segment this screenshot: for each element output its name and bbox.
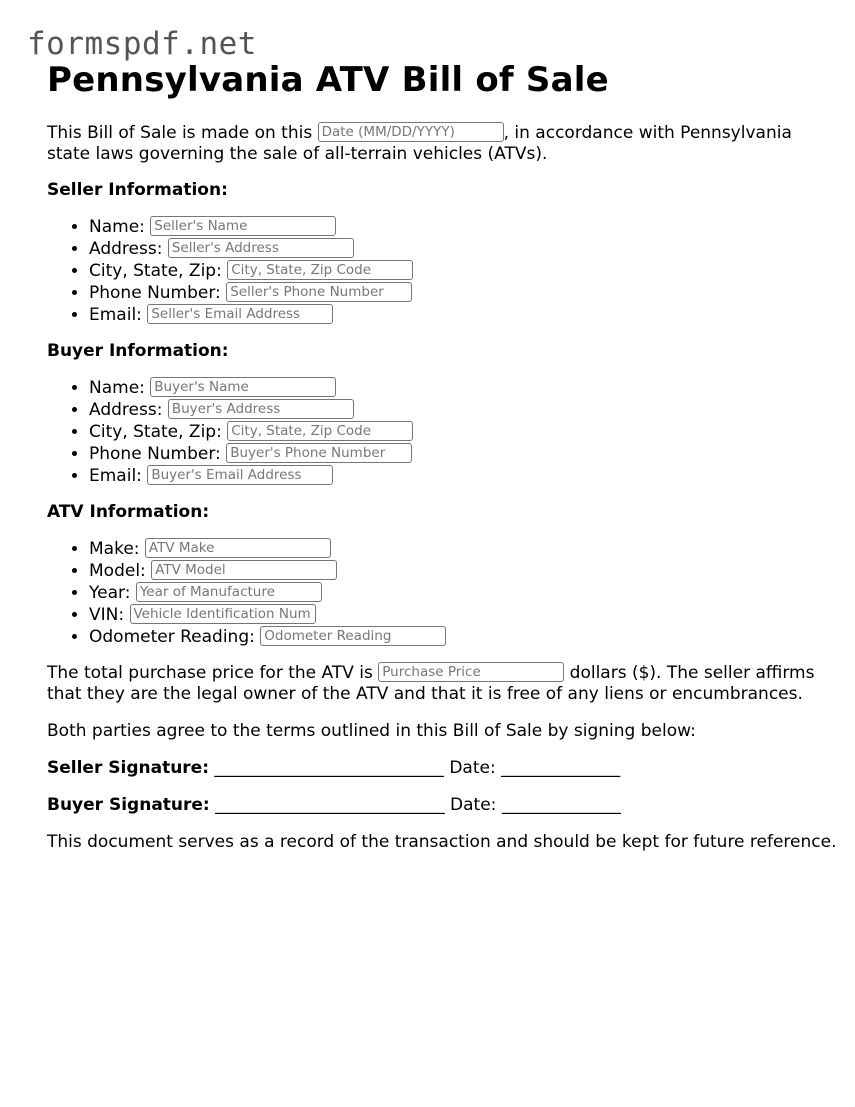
field-label: City, State, Zip: xyxy=(89,261,222,281)
field-label: Odometer Reading: xyxy=(89,627,255,647)
buyer-signature-line xyxy=(47,795,837,816)
field-label: Address: xyxy=(89,400,163,420)
seller-phone-input[interactable]: Seller's Phone Number xyxy=(226,282,412,302)
buyer-name-item xyxy=(89,377,837,399)
document-body xyxy=(47,60,837,853)
buyer-phone-input[interactable]: Buyer's Phone Number xyxy=(226,443,412,463)
seller-address-input[interactable]: Seller's Address xyxy=(168,238,354,258)
buyer-heading: Buyer Information: xyxy=(47,341,229,361)
seller-heading: Seller Information: xyxy=(47,180,228,200)
seller-name-input[interactable]: Seller's Name xyxy=(150,216,336,236)
buyer-email-input[interactable]: Buyer's Email Address xyxy=(147,465,333,485)
seller-city-item xyxy=(89,260,837,282)
atv-fields xyxy=(47,538,837,648)
atv-vin-item xyxy=(89,604,837,626)
field-label: Email: xyxy=(89,305,142,325)
site-watermark: formspdf.net xyxy=(27,26,257,62)
price-text-before: The total purchase price for the ATV is xyxy=(47,663,379,683)
field-label: Make: xyxy=(89,539,140,559)
seller-address-item xyxy=(89,238,837,260)
seller-signature-blank: ___________________________ xyxy=(214,758,444,778)
closing-text: This document serves as a record of the transaction and should be kept for future reference. xyxy=(47,832,837,852)
buyer-date-label: Date: xyxy=(450,795,497,815)
field-label: Name: xyxy=(89,217,145,237)
field-label: Email: xyxy=(89,466,142,486)
buyer-phone-item xyxy=(89,443,837,465)
atv-heading: ATV Information: xyxy=(47,502,210,522)
field-label: City, State, Zip: xyxy=(89,422,222,442)
seller-signature-line xyxy=(47,758,837,779)
agreement-text: Both parties agree to the terms outlined in this Bill of Sale by signing below: xyxy=(47,721,696,741)
field-label: Phone Number: xyxy=(89,283,221,303)
atv-year-input[interactable]: Year of Manufacture xyxy=(136,582,322,602)
buyer-fields xyxy=(47,377,837,487)
buyer-signature-label: Buyer Signature: xyxy=(47,795,210,815)
page-title: Pennsylvania ATV Bill of Sale xyxy=(47,60,609,100)
seller-date-blank: ______________ xyxy=(501,758,621,778)
atv-model-input[interactable]: ATV Model xyxy=(151,560,337,580)
atv-make-item xyxy=(89,538,837,560)
field-label: VIN: xyxy=(89,605,125,625)
purchase-price-input[interactable]: Purchase Price xyxy=(378,662,564,682)
price-paragraph xyxy=(47,663,837,705)
field-label: Model: xyxy=(89,561,146,581)
seller-email-input[interactable]: Seller's Email Address xyxy=(147,304,333,324)
intro-text-before: This Bill of Sale is made on this xyxy=(47,123,318,143)
atv-model-item xyxy=(89,560,837,582)
seller-name-item xyxy=(89,216,837,238)
seller-city-input[interactable]: City, State, Zip Code xyxy=(227,260,413,280)
buyer-signature-blank: ___________________________ xyxy=(215,795,445,815)
buyer-address-item xyxy=(89,399,837,421)
sale-date-input[interactable]: Date (MM/DD/YYYY) xyxy=(318,122,504,142)
seller-email-item xyxy=(89,304,837,326)
field-label: Year: xyxy=(89,583,131,603)
intro-paragraph xyxy=(47,123,837,165)
intro-text-after: , in accordance with Pennsylvania state laws governing the sale of all-terrain vehicles (ATVs). xyxy=(47,123,792,164)
buyer-city-item xyxy=(89,421,837,443)
seller-date-label: Date: xyxy=(449,758,496,778)
atv-vin-input[interactable]: Vehicle Identification Num xyxy=(130,604,316,624)
buyer-name-input[interactable]: Buyer's Name xyxy=(150,377,336,397)
atv-year-item xyxy=(89,582,837,604)
seller-fields xyxy=(47,216,837,326)
field-label: Name: xyxy=(89,378,145,398)
atv-odometer-input[interactable]: Odometer Reading xyxy=(260,626,446,646)
seller-signature-label: Seller Signature: xyxy=(47,758,210,778)
buyer-date-blank: ______________ xyxy=(501,795,621,815)
field-label: Phone Number: xyxy=(89,444,221,464)
buyer-address-input[interactable]: Buyer's Address xyxy=(168,399,354,419)
field-label: Address: xyxy=(89,239,163,259)
atv-odometer-item xyxy=(89,626,837,648)
price-text-after: dollars ($). The seller affirms that they are the legal owner of the ATV and that it is free of any liens or encumbrances. xyxy=(47,663,815,704)
buyer-email-item xyxy=(89,465,837,487)
atv-make-input[interactable]: ATV Make xyxy=(145,538,331,558)
buyer-city-input[interactable]: City, State, Zip Code xyxy=(227,421,413,441)
seller-phone-item xyxy=(89,282,837,304)
